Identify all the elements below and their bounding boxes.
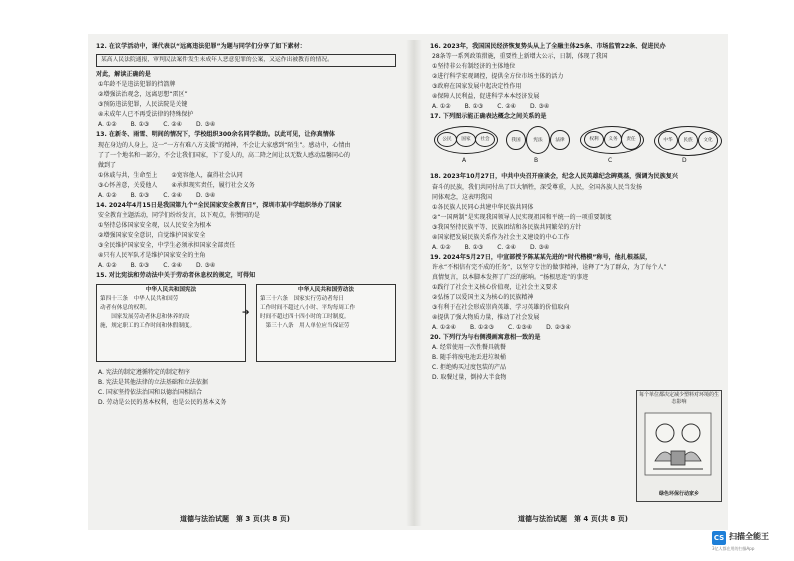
choice-d: D. ③④ bbox=[196, 121, 216, 129]
q12-option: ③预防违法犯罪，人民法院是关键 bbox=[98, 101, 188, 109]
venn-diagram-a bbox=[434, 124, 498, 164]
law-line: 国家发展劳动者休息和休养的设 bbox=[100, 314, 190, 321]
q18-line: 同体观念，这表明我国 bbox=[432, 193, 493, 201]
ellipse-label: 社会 bbox=[475, 132, 495, 147]
q16-choices bbox=[430, 102, 726, 112]
camscanner-logo-icon: CS bbox=[712, 531, 726, 545]
law-line: 时间不超过四十四小时的工时制度。 bbox=[260, 314, 350, 321]
choice-b: B. ①③ bbox=[130, 261, 150, 269]
choice-b: B. ①③ bbox=[464, 103, 484, 111]
q19-choices bbox=[430, 323, 726, 333]
law-line: 第三十八条 用人单位应当保证劳 bbox=[260, 323, 350, 330]
q16-line: 28条等一系列政策措施，重要性上新增大公示，日制，体现了我国 bbox=[432, 53, 608, 61]
venn-diagram-c bbox=[580, 124, 644, 164]
q19-line: 真情复言，以本脚本发挥了广泛的影响。“扬根思连”的事迹 bbox=[432, 273, 589, 281]
scanner-app-name: 扫描全能王 bbox=[729, 532, 769, 541]
choice-c: C. ②④ bbox=[497, 103, 517, 111]
choice-a: A. ①② bbox=[98, 261, 117, 269]
q16-stem: 16. 2023年，我国国民经济恢复势头从上了全融主体25条、市场监管22条、促进民办 bbox=[430, 43, 666, 50]
diagram-label: A bbox=[462, 157, 467, 165]
ellipse-label: 中华 bbox=[658, 131, 678, 150]
ellipse-label: 民族 bbox=[678, 131, 698, 150]
scanner-watermark bbox=[712, 528, 792, 554]
q15-law-compare bbox=[96, 284, 396, 364]
choice-a: A. ①②④ bbox=[432, 323, 456, 331]
q12-quote-box: 某高人民法院通报，审判民法案件发生未成年人恶意犯罪的公案，又运作出被教育的情况。 bbox=[96, 54, 396, 67]
q12-option: ④未成年人已不再受法律的特殊保护 bbox=[98, 111, 194, 119]
q13-options-row2 bbox=[96, 181, 396, 191]
q12-option: ①年龄不是违法犯罪的挡箭牌 bbox=[98, 81, 176, 89]
diagram-label: B bbox=[534, 157, 539, 165]
choice-c: C. ②④ bbox=[497, 243, 517, 251]
arrow-icon: ➔ bbox=[242, 308, 250, 319]
q13-line: 做到了 bbox=[98, 161, 117, 169]
cartoon-poster bbox=[636, 390, 722, 502]
q13-option: ②宽容他人，赢得社会认同 bbox=[171, 171, 243, 179]
q14-option: ①坚持总体国家安全观，以人民安全为根本 bbox=[98, 221, 212, 229]
ellipse-label: 法律 bbox=[550, 130, 570, 150]
ellipse-label: 国家 bbox=[456, 132, 476, 147]
q16-option: ②进行科学宏观调控，提供全方位市场主体的活力 bbox=[432, 73, 564, 81]
q18-option: ③我国坚持民族平等、民族团结和各民族共同繁荣的方针 bbox=[432, 223, 582, 231]
q16-option: ①坚持非公有制经济的主体地位 bbox=[432, 63, 516, 71]
q12-ask: 对此，解读正确的是 bbox=[96, 71, 151, 79]
q12-option: ②增强法治观念，远离思想“雷区” bbox=[98, 91, 188, 99]
q15-stem: 15. 对比宪法和劳动法中关于劳动者休息权的规定，可得知 bbox=[96, 271, 256, 279]
q18-choices bbox=[430, 243, 726, 253]
choice-c: C. ②④ bbox=[163, 191, 183, 199]
q20-option: D. 取餐过量，倒掉大半食物 bbox=[432, 374, 507, 382]
q13-option: ①休戚与共，生命至上 bbox=[98, 171, 158, 179]
q17-stem: 17. 下列图示能正确表达概念之间关系的是 bbox=[430, 113, 547, 121]
choice-a: A. ①② bbox=[98, 121, 117, 129]
choice-a: A. ①② bbox=[432, 103, 451, 111]
q19-line: 许永“不相信有完不成的任务”，以坚守专注的做事精神，诠释了“为了群众，为了每个人” bbox=[432, 263, 667, 271]
q14-line: 安全教育主题活动，同学们纷纷发言，以下观点，你赞同的是 bbox=[98, 211, 261, 219]
q20-option: A. 经常使用一次性餐具就餐 bbox=[432, 344, 506, 352]
ellipse-label: 权利 bbox=[584, 131, 604, 148]
q14-option: ④只有人民军队才是维护国家安全的主角 bbox=[98, 251, 206, 259]
choice-a: A. ①② bbox=[98, 191, 117, 199]
q19-option: ①践行了社会主义核心价值观，让社会主义要求 bbox=[432, 283, 558, 291]
q19-stem: 19. 2024年5月27日，中宣部授予陈某某先进的“时代楷模”称号，他扎根基层， bbox=[430, 253, 652, 261]
constitution-box bbox=[96, 284, 246, 362]
q19-option: ②弘扬了以爱国主义为核心的民族精神 bbox=[432, 293, 534, 301]
labor-law-title: 中华人民共和国劳动法 bbox=[298, 287, 354, 294]
q20-option: C. 拒绝购买过度包装的产品 bbox=[432, 364, 507, 372]
choice-c: C. ①③④ bbox=[508, 323, 533, 331]
q14-stem: 14. 2024年4月15日是我国第九个“全民国家安全教育日”，深圳市某中学组织举办了国家 bbox=[96, 201, 342, 209]
right-page bbox=[430, 42, 726, 383]
right-footer: 道德与法治试题 第 4 页(共 8 页) bbox=[518, 515, 628, 523]
choice-b: B. ①③ bbox=[464, 243, 484, 251]
q15-option: C. 国家坚持依法治国和以德治国相结合 bbox=[98, 389, 203, 397]
ellipse-label: 义务 bbox=[604, 131, 622, 148]
q13-stem: 13. 在新冬、雨雪、明间的情况下，学校组织300余名同学救助。以此可见，让你真情体 bbox=[96, 131, 335, 139]
page-fold bbox=[406, 40, 422, 526]
q13-choices bbox=[96, 191, 396, 201]
q20-stem: 20. 下列行为与右侧漫画寓意相一致的是 bbox=[430, 333, 541, 341]
left-page bbox=[96, 42, 396, 408]
q15-option: A. 宪法的制定遵循特定的制定程序 bbox=[98, 369, 190, 377]
left-footer: 道德与法治试题 第 3 页(共 8 页) bbox=[180, 515, 290, 523]
q18-stem: 18. 2023年10月27日，中共中央召开座谈会，纪念人民英雄纪念碑奠基，强调为民族复兴 bbox=[430, 173, 678, 181]
q13-option: ④承担现实责任，履行社会义务 bbox=[171, 181, 255, 189]
labor-law-box bbox=[256, 284, 396, 362]
q18-option: ②“一国两制”是实现我国领导人民实现祖国和平统一的一项重要制度 bbox=[432, 213, 612, 221]
choice-d: D. ③④ bbox=[196, 191, 216, 199]
choice-d: D. ③④ bbox=[530, 103, 550, 111]
venn-diagram-d bbox=[654, 124, 718, 164]
q19-option: ③有利于在社会形成崇尚英雄、学习英雄的价值取向 bbox=[432, 303, 570, 311]
law-line: 工作时间不超过八小时、平均每周工作 bbox=[260, 305, 356, 312]
q16-option: ③政府在国家发展中起决定性作用 bbox=[432, 83, 522, 91]
ellipse-label: 我国 bbox=[506, 130, 526, 150]
choice-b: B. ①③ bbox=[130, 121, 150, 129]
ellipse-label: 文化 bbox=[698, 131, 718, 150]
q18-line: 奋斗的民族，我们共同付出了巨大牺牲，深受尊重，人民，全国各族人民当发扬 bbox=[432, 183, 643, 191]
q13-option: ③心怀善意，关爱他人 bbox=[98, 181, 158, 189]
q18-option: ①各民族人民同心共建中华民族共同体 bbox=[432, 203, 534, 211]
q12-stem: 12. 在议学活动中，课代表以“远离违法犯罪”为题与同学们分享了如下素材： bbox=[96, 43, 306, 50]
ellipse-label: 宪法 bbox=[526, 126, 550, 154]
law-line: 第三十六条 国家实行劳动者每日 bbox=[260, 296, 344, 303]
ellipse-label: 责任 bbox=[621, 129, 641, 150]
q12-choices bbox=[96, 120, 396, 130]
q17-diagrams bbox=[430, 124, 726, 168]
law-line: 动者有休息的权利。 bbox=[100, 305, 151, 312]
choice-a: A. ①② bbox=[432, 243, 451, 251]
scanner-tagline: 3亿人都在用的扫描App bbox=[712, 546, 755, 551]
choice-b: B. ①③ bbox=[130, 191, 150, 199]
choice-d: D. ②③④ bbox=[546, 323, 571, 331]
choice-b: B. ①②③ bbox=[469, 323, 495, 331]
q13-line: 现在身边的人身上，这一“一方有难八方支援”的精神，不会让大家感到“陌生”。感动中，心情由 bbox=[98, 141, 351, 149]
ellipse-label: 公民 bbox=[437, 132, 457, 147]
cartoon-illustration bbox=[643, 411, 713, 477]
q14-choices bbox=[96, 261, 396, 271]
q20-option: B. 随手将废电池丢进垃圾桶 bbox=[432, 354, 506, 362]
law-line: 第四十三条 中华人民共和国劳 bbox=[100, 296, 179, 303]
choice-c: C. ②④ bbox=[163, 261, 183, 269]
exam-sheet bbox=[88, 34, 728, 530]
law-line: 施，规定职工的工作时间和休假制度。 bbox=[100, 323, 196, 330]
q15-option: D. 劳动是公民的基本权利，也是公民的基本义务 bbox=[98, 399, 227, 407]
diagram-label: D bbox=[682, 157, 687, 165]
q13-options-row1 bbox=[96, 171, 396, 181]
constitution-title: 中华人民共和国宪法 bbox=[145, 287, 197, 294]
diagram-label: C bbox=[608, 157, 613, 165]
venn-diagram-b bbox=[506, 124, 570, 164]
q14-option: ②增强国家安全意识，自觉维护国家安全 bbox=[98, 231, 206, 239]
q19-option: ④提供了强大物质力量，推动了社会发展 bbox=[432, 313, 540, 321]
poster-heading: 每个单位都决定减少塑料对环境的生态影响 bbox=[639, 392, 720, 405]
q15-option: B. 宪法是其他法律的立法基础和立法依据 bbox=[98, 379, 208, 387]
q18-option: ④国家把发展民族关系作为社会主义建设的中心工作 bbox=[432, 233, 570, 241]
choice-c: C. ②④ bbox=[163, 121, 183, 129]
poster-caption: 绿色环保行动家乡 bbox=[658, 491, 699, 497]
q13-line: 了了一个地名和一部分，不会让我们国家，下了爱人的，高二降之间让以无数人感动温馨同心的 bbox=[98, 151, 351, 159]
q14-option: ③全民维护国家安全，中学生必须承担国家全部责任 bbox=[98, 241, 236, 249]
choice-d: D. ③④ bbox=[530, 243, 550, 251]
q16-option: ④保障人民利益，促进科学本本经济发展 bbox=[432, 93, 540, 101]
choice-d: D. ③④ bbox=[196, 261, 216, 269]
